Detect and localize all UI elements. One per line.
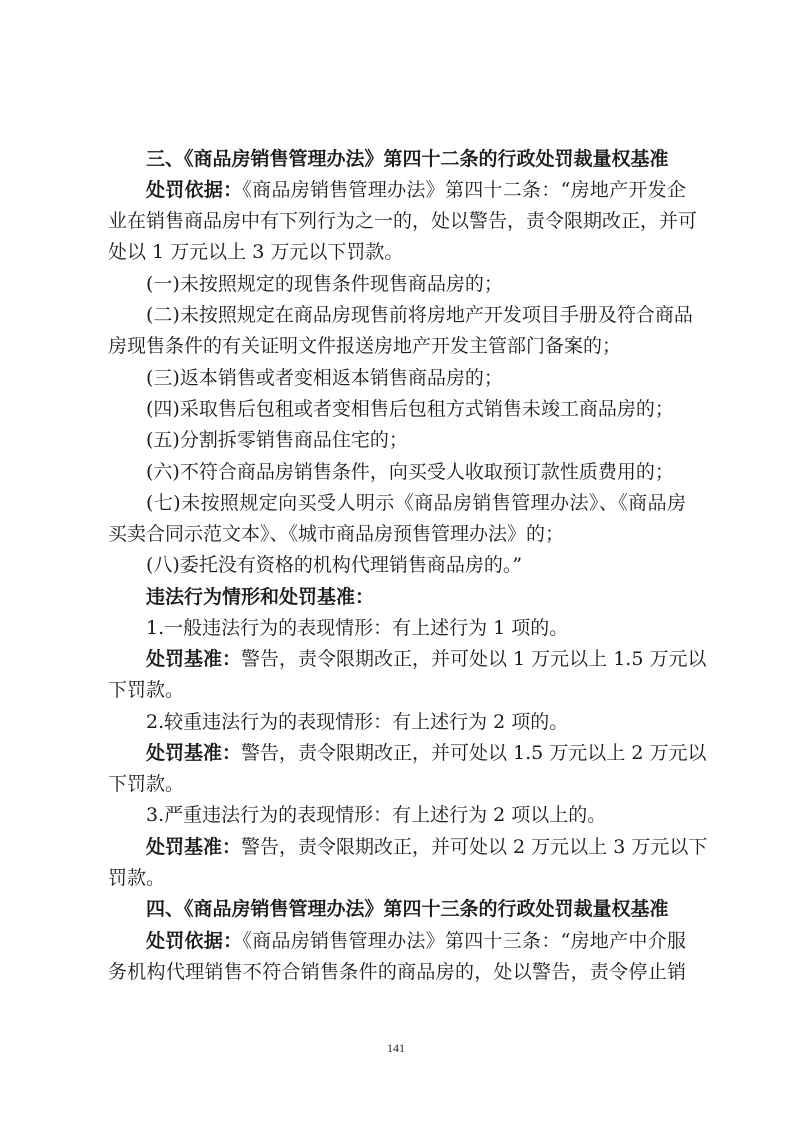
- basis-label: 处罚依据：: [146, 179, 243, 201]
- list-item-7-line-1: (七)未按照规定向买受人明示《商品房销售管理办法》、《商品房: [146, 492, 686, 514]
- case-3-penalty-line-1: [146, 833, 708, 861]
- section-3-basis-line-2: 业在销售商品房中有下列行为之一的，处以警告，责令限期改正，并可: [108, 210, 698, 232]
- basis-text: 《商品房销售管理办法》第四十二条：“房地产开发企: [242, 179, 686, 201]
- basis-text: 《商品房销售管理办法》第四十三条：“房地产中介服: [242, 930, 686, 952]
- list-item-7-line-2: 买卖合同示范文本》、《城市商品房预售管理办法》的；: [108, 523, 565, 545]
- case-2: 2.较重违法行为的表现情形：有上述行为 2 项的。: [146, 711, 569, 733]
- list-item-3: (三)返本销售或者变相返本销售商品房的；: [146, 367, 503, 389]
- standard-heading: 违法行为情形和处罚基准：: [146, 586, 375, 608]
- list-item-1: (一)未按照规定的现售条件现售商品房的；: [146, 273, 503, 295]
- case-2-penalty-line-2: 下罚款。: [108, 773, 185, 795]
- case-1-penalty-line-2: 下罚款。: [108, 679, 185, 701]
- penalty-text: 警告，责令限期改正，并可处以 2 万元以上 3 万元以下: [241, 836, 708, 858]
- penalty-text: 警告，责令限期改正，并可处以 1 万元以上 1.5 万元以: [241, 648, 707, 670]
- list-item-8: (八)委托没有资格的机构代理销售商品房的。”: [146, 554, 523, 576]
- section-3-heading: 三、《商品房销售管理办法》第四十二条的行政处罚裁量权基准: [146, 148, 669, 170]
- penalty-label: 处罚基准：: [146, 742, 242, 764]
- section-4-basis-line-1: [146, 927, 686, 955]
- list-item-2-line-1: (二)未按照规定在商品房现售前将房地产开发项目手册及符合商品: [146, 304, 693, 326]
- case-1: 1.一般违法行为的表现情形：有上述行为 1 项的。: [146, 617, 569, 639]
- list-item-2-line-2: 房现售条件的有关证明文件报送房地产开发主管部门备案的；: [108, 335, 622, 357]
- penalty-label: 处罚基准：: [146, 648, 242, 670]
- basis-label: 处罚依据：: [146, 930, 243, 952]
- list-item-5: (五)分割拆零销售商品住宅的；: [146, 429, 408, 451]
- penalty-label: 处罚基准：: [146, 836, 242, 858]
- list-item-4: (四)采取售后包租或者变相售后包租方式销售未竣工商品房的；: [146, 398, 674, 420]
- case-2-penalty-line-1: [146, 739, 707, 767]
- section-4-heading: 四、《商品房销售管理办法》第四十三条的行政处罚裁量权基准: [146, 898, 669, 920]
- section-4-basis-line-2: 务机构代理销售不符合销售条件的商品房的，处以警告，责令停止销: [108, 961, 686, 983]
- list-item-6: (六)不符合商品房销售条件，向买受人收取预订款性质费用的；: [146, 461, 674, 483]
- section-3-basis-line-1: [146, 176, 686, 204]
- case-1-penalty-line-1: [146, 645, 707, 673]
- page-number: 141: [387, 1041, 405, 1055]
- case-3: 3.严重违法行为的表现情形：有上述行为 2 项以上的。: [146, 804, 607, 826]
- penalty-text: 警告，责令限期改正，并可处以 1.5 万元以上 2 万元以: [241, 742, 707, 764]
- case-3-penalty-line-2: 罚款。: [108, 867, 166, 889]
- section-3-basis-line-3: 处以 1 万元以上 3 万元以下罚款。: [108, 241, 404, 263]
